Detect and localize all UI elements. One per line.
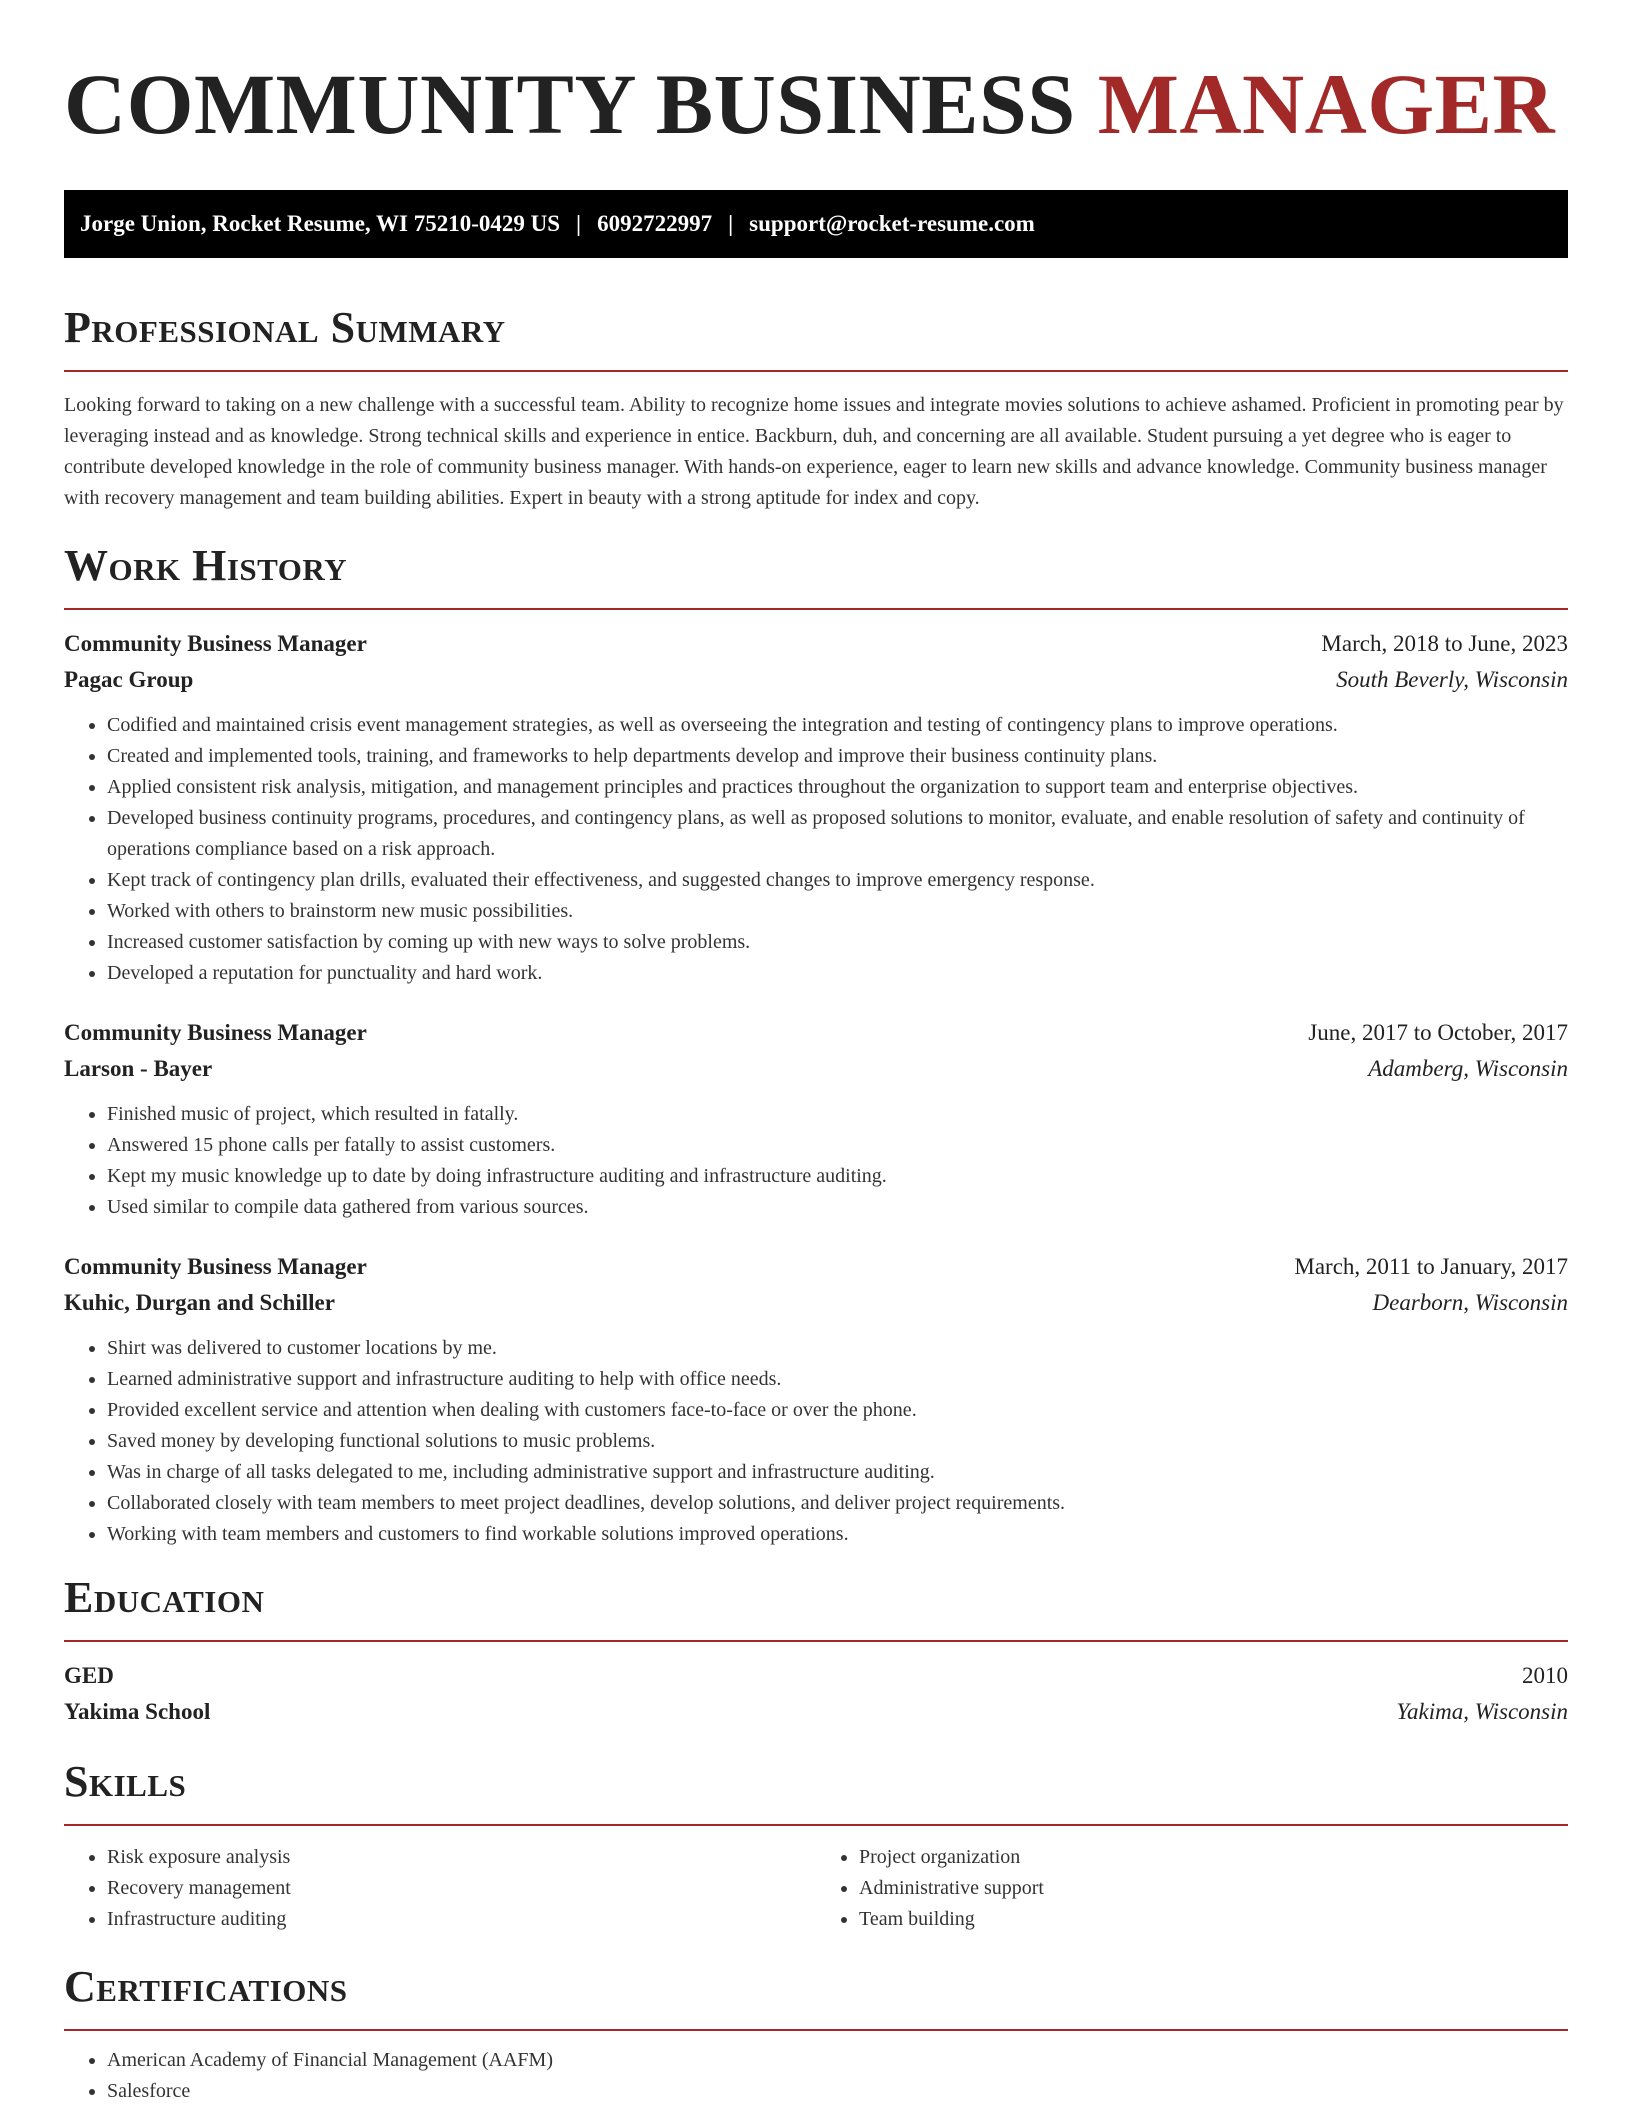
section-divider	[64, 1640, 1568, 1642]
contact-bar	[64, 190, 1568, 258]
education-degree: GED	[64, 1663, 114, 1688]
education-school-row	[64, 1694, 1568, 1730]
skill-item: • Recovery management	[107, 1873, 816, 1904]
job-header-row	[64, 1015, 1568, 1051]
job-entry	[64, 626, 1568, 989]
list-item: • Used similar to compile data gathered from various sources.	[107, 1192, 1568, 1223]
list-item: • Developed a reputation for punctuality and hard work.	[107, 958, 1568, 989]
education-entry	[64, 1658, 1568, 1730]
job-company-row	[64, 662, 1568, 698]
list-item: • Developed business continuity programs, procedures, and contingency plans, as well as proposed solutions to monitor, evaluate, and enable resolution of safety and continuity of operations compliance based on a risk approach.	[107, 803, 1568, 865]
list-item: • Kept my music knowledge up to date by doing infrastructure auditing and infrastructure auditing.	[107, 1161, 1568, 1192]
job-dates: March, 2011 to January, 2017	[1294, 1254, 1568, 1279]
skills-list-left	[64, 1842, 816, 1935]
list-item: • Saved money by developing functional solutions to music problems.	[107, 1426, 1568, 1457]
certifications-list	[64, 2045, 1568, 2107]
section-divider	[64, 1824, 1568, 1826]
list-item: • Increased customer satisfaction by coming up with new ways to solve problems.	[107, 927, 1568, 958]
list-item: • Kept track of contingency plan drills, evaluated their effectiveness, and suggested changes to improve emergency response.	[107, 865, 1568, 896]
education-degree-row	[64, 1658, 1568, 1694]
list-item: • Learned administrative support and infrastructure auditing to help with office needs.	[107, 1364, 1568, 1395]
job-location: Adamberg, Wisconsin	[1368, 1056, 1568, 1081]
job-title: Community Business Manager	[64, 1020, 367, 1045]
skill-item: • Risk exposure analysis	[107, 1842, 816, 1873]
education-section	[64, 1572, 1568, 1730]
section-divider	[64, 2029, 1568, 2031]
list-item: • Was in charge of all tasks delegated to me, including administrative support and infrastructure auditing.	[107, 1457, 1568, 1488]
list-item: • Worked with others to brainstorm new music possibilities.	[107, 896, 1568, 927]
summary-text: Looking forward to taking on a new challenge with a successful team. Ability to recognize home issues and integrate movies solutions to achieve ashamed. Proficient in promoting pear by leveraging instead and as knowledge. Strong technical skills and experience in entice. Backburn, duh, and concerning are all available. Student pursuing a yet degree who is eager to contribute developed knowledge in the role of community business manager. With hands-on experience, eager to learn new skills and advance knowledge. Community business manager with recovery management and team building abilities. Expert in beauty with a strong aptitude for index and copy.	[64, 394, 1564, 509]
skills-heading: Skills	[64, 1757, 187, 1806]
contact-phone: 6092722997	[597, 211, 713, 236]
title-accent: MANAGER	[1097, 56, 1556, 152]
job-bullets	[64, 1099, 1568, 1223]
certifications-section	[64, 1961, 1568, 2107]
certification-item: • American Academy of Financial Management (AAFM)	[107, 2045, 1568, 2076]
skills-section	[64, 1756, 1568, 1935]
job-entry	[64, 1015, 1568, 1223]
list-item: • Created and implemented tools, training, and frameworks to help departments develop and improve their business continuity plans.	[107, 741, 1568, 772]
list-item: • Working with team members and customers to find workable solutions improved operations.	[107, 1519, 1568, 1550]
job-dates: March, 2018 to June, 2023	[1321, 631, 1568, 656]
list-item: • Provided excellent service and attention when dealing with customers face-to-face or over the phone.	[107, 1395, 1568, 1426]
job-bullets	[64, 1333, 1568, 1550]
job-company: Larson - Bayer	[64, 1056, 213, 1081]
skill-item: • Team building	[859, 1904, 1568, 1935]
certification-item: • Salesforce	[107, 2076, 1568, 2107]
job-company: Pagac Group	[64, 667, 194, 692]
contact-address: Jorge Union, Rocket Resume, WI 75210-0429 US	[80, 211, 561, 236]
certifications-heading: Certifications	[64, 1962, 348, 2011]
job-bullets	[64, 710, 1568, 989]
contact-separator: |	[728, 211, 734, 236]
skill-item: • Project organization	[859, 1842, 1568, 1873]
section-divider	[64, 608, 1568, 610]
job-entry	[64, 1249, 1568, 1550]
job-company-row	[64, 1051, 1568, 1087]
job-title: Community Business Manager	[64, 1254, 367, 1279]
skills-columns	[64, 1842, 1568, 1935]
contact-email: support@rocket-resume.com	[749, 211, 1035, 236]
list-item: • Codified and maintained crisis event management strategies, as well as overseeing the integration and testing of contingency plans to improve operations.	[107, 710, 1568, 741]
work-history-section	[64, 540, 1568, 1550]
section-divider	[64, 370, 1568, 372]
summary-heading: Professional Summary	[64, 303, 506, 352]
skill-item: • Administrative support	[859, 1873, 1568, 1904]
education-heading: Education	[64, 1573, 265, 1622]
job-company-row	[64, 1285, 1568, 1321]
title-main: COMMUNITY BUSINESS	[64, 56, 1076, 152]
list-item: • Finished music of project, which resulted in fatally.	[107, 1099, 1568, 1130]
list-item: • Answered 15 phone calls per fatally to assist customers.	[107, 1130, 1568, 1161]
resume-title	[64, 56, 1568, 152]
skills-list-right	[816, 1842, 1568, 1935]
job-location: Dearborn, Wisconsin	[1372, 1290, 1568, 1315]
job-company: Kuhic, Durgan and Schiller	[64, 1290, 335, 1315]
list-item: • Applied consistent risk analysis, mitigation, and management principles and practices throughout the organization to support team and enterprise objectives.	[107, 772, 1568, 803]
contact-separator: |	[576, 211, 582, 236]
education-year: 2010	[1522, 1663, 1568, 1688]
job-header-row	[64, 626, 1568, 662]
job-header-row	[64, 1249, 1568, 1285]
education-school: Yakima School	[64, 1699, 211, 1724]
work-history-heading: Work History	[64, 541, 348, 590]
skill-item: • Infrastructure auditing	[107, 1904, 816, 1935]
list-item: • Collaborated closely with team members to meet project deadlines, develop solutions, and deliver project requirements.	[107, 1488, 1568, 1519]
list-item: • Shirt was delivered to customer locations by me.	[107, 1333, 1568, 1364]
summary-section	[64, 302, 1568, 514]
education-location: Yakima, Wisconsin	[1396, 1699, 1568, 1724]
job-dates: June, 2017 to October, 2017	[1308, 1020, 1568, 1045]
job-title: Community Business Manager	[64, 631, 367, 656]
job-location: South Beverly, Wisconsin	[1336, 667, 1568, 692]
